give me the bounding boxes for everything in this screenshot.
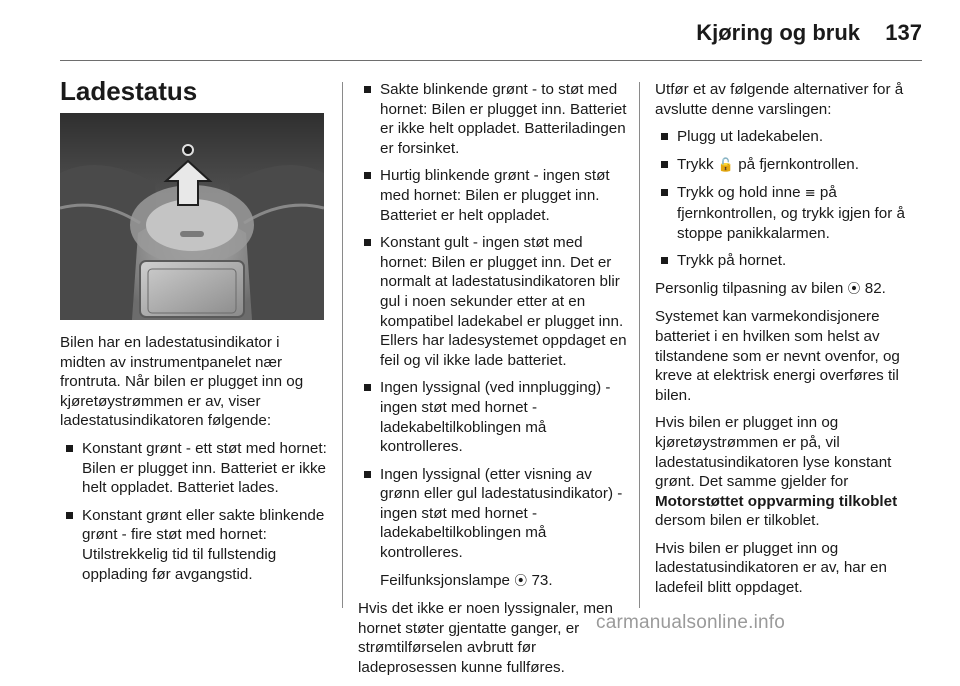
cross-reference-text: Feilfunksjonslampe (380, 571, 510, 589)
status-list (60, 439, 328, 584)
list-item: Hurtig blinkende grønt - ingen støt med hornet: Bilen er plugget inn. Batteriet er helt oppladet. (358, 166, 628, 225)
column-rule-2 (639, 82, 640, 608)
alternatives-list (655, 127, 925, 271)
list-item (655, 183, 925, 243)
list-item-text: på fjernkontrollen. (738, 155, 859, 173)
list-item-text: på fjernkontrollen, og trykk igjen for å stoppe panikkalarmen. (677, 184, 905, 242)
cross-reference-page: 82. (864, 279, 886, 297)
list-item: Konstant grønt eller sakte blinkende grønt - fire støt med hornet: Utilstrekkelig tid til fullstendig opplading før avgangstid. (60, 506, 328, 584)
list-item: Konstant gult - ingen støt med hornet: Bilen er plugget inn. Det er normalt at ladestatusindikatoren blir gul i noen sekunder etter at en kompatibel ladekabel er plugget inn. Ellers har ladesystemet oppdaget en feil og vil ikke lade batteriet. (358, 233, 628, 370)
cross-reference (655, 279, 925, 300)
column-rule-1 (342, 82, 343, 608)
paragraph-text: Hvis bilen er plugget inn og kjøretøystrømmen er på, vil ladestatusindikatoren lyse konstant grønt. Det samme gjelder for (655, 414, 892, 491)
column-1 (60, 333, 328, 592)
fault-paragraph: Hvis bilen er plugget inn og ladestatusindikatoren er av, har en ladefeil blitt oppdaget. (655, 539, 887, 597)
conditioning-paragraph: Systemet kan varmekondisjonere batteriet i en hvilken som helst av tilstandene som er nevnt ovenfor, og kreve at elektrisk energi overføres til bilen. (655, 308, 900, 404)
page-ref-icon: ⦿ (514, 573, 528, 589)
alternatives-intro: Utfør et av følgende alternativer for å avslutte denne varslingen: (655, 81, 904, 118)
list-item: Ingen lyssignal (ved innplugging) - ingen støt med hornet - ladekabeltilkoblingen må kontrolleres. (358, 378, 628, 456)
list-item: Sakte blinkende grønt - to støt med hornet: Bilen er plugget inn. Batteriet er ikke helt oppladet. Batteriladingen er forsinket. (358, 80, 628, 158)
indicator-inner (146, 199, 238, 251)
dashboard-figure (60, 113, 324, 320)
cross-reference-text: Personlig tilpasning av bilen (655, 279, 844, 297)
list-item: Konstant grønt - ett støt med hornet: Bilen er plugget inn. Batteriet er ikke helt oppladet. Batteriet lades. (60, 439, 328, 498)
column-3 (655, 80, 925, 606)
cross-reference-page: 73. (531, 571, 553, 589)
list-item: Trykk på hornet. (655, 251, 925, 271)
intro-paragraph: Bilen har en ladestatusindikator i midten av instrumentpanelet nær frontruta. Når bilen er plugget inn og kjøretøystrømmen er av, viser ladestatusindikatoren følgende: (60, 334, 304, 430)
header-rule (60, 60, 922, 61)
list-item-text: Trykk og hold inne (677, 184, 801, 202)
column-2 (358, 80, 628, 686)
watermark: carmanualsonline.info (596, 612, 786, 633)
panic-alarm-icon: ≡ (804, 186, 816, 202)
charge-status-indicator (183, 145, 193, 155)
page-ref-icon: ⦿ (847, 281, 861, 297)
indicator-paragraph (655, 413, 925, 531)
paragraph-text: dersom bilen er tilkoblet. (655, 512, 820, 530)
cross-reference (358, 571, 628, 592)
status-list (358, 80, 628, 563)
page-number: 137 (885, 20, 922, 45)
list-item: Plugg ut ladekabelen. (655, 127, 925, 147)
menu-setting-name: Motorstøttet oppvarming tilkoblet (655, 492, 898, 510)
header-title: Kjøring og bruk (696, 20, 860, 45)
unlock-icon: 🔓 (717, 157, 734, 173)
horn-paragraph: Hvis det ikke er noen lyssignaler, men hornet støter gjentatte ganger, er strømtilførselen avbrutt før ladeprosessen kunne fullføres. (358, 600, 613, 677)
list-item (655, 155, 925, 176)
section-title: Ladestatus (60, 76, 198, 106)
indicator-slot (180, 231, 204, 237)
list-item: Ingen lyssignal (etter visning av grønn eller gul ladestatusindikator) - ingen støt med hornet - ladekabeltilkoblingen må kontrolleres. (358, 465, 628, 563)
list-item-text: Trykk (677, 155, 714, 173)
